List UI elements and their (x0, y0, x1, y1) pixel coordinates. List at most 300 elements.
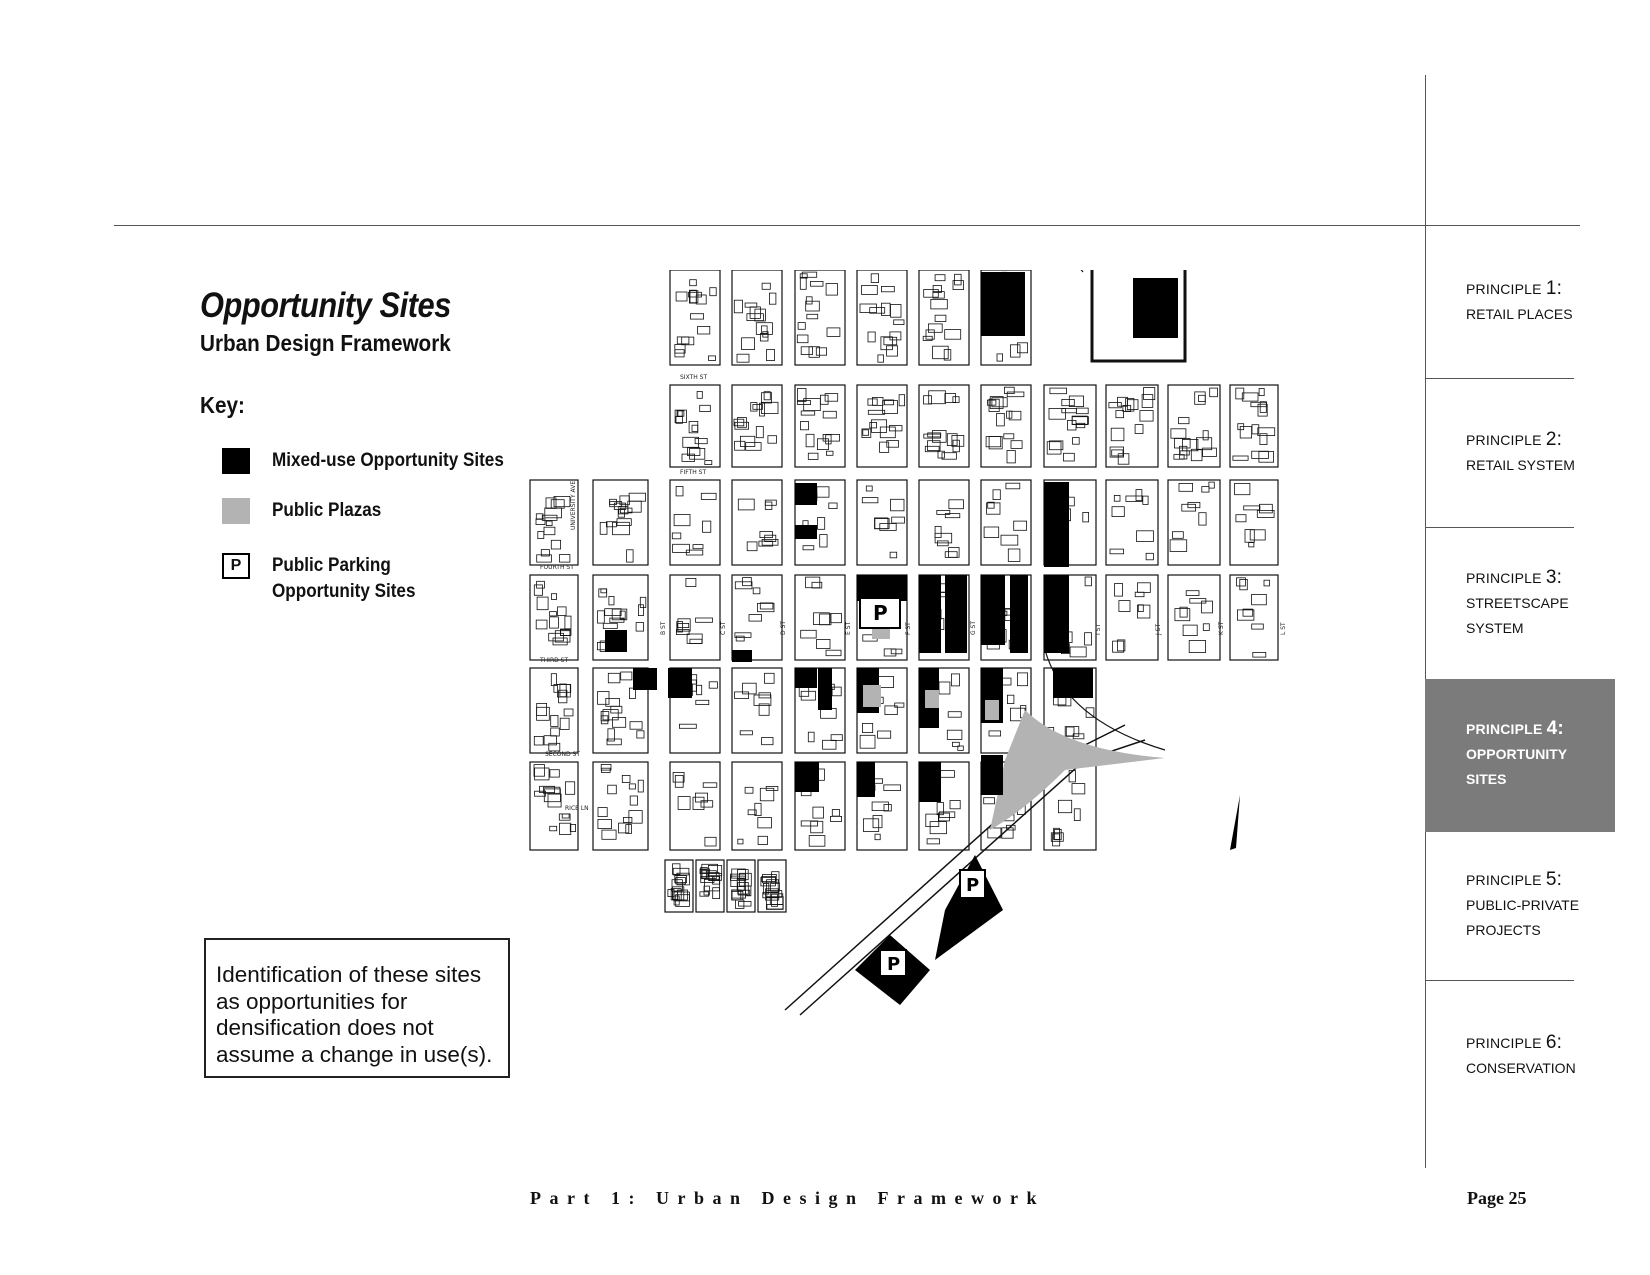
building-footprint (692, 425, 698, 431)
building-footprint (761, 402, 778, 413)
building-footprint (1006, 483, 1020, 489)
building-footprint (769, 293, 776, 304)
building-footprint (1188, 502, 1200, 507)
building-footprint (1199, 513, 1206, 525)
building-footprint (1116, 411, 1124, 418)
building-footprint (1202, 487, 1209, 493)
building-footprint (1258, 404, 1267, 416)
building-footprint (544, 527, 555, 535)
building-footprint (551, 674, 556, 686)
building-footprint (935, 315, 946, 321)
building-footprint (829, 503, 837, 509)
city-block (857, 480, 907, 565)
building-footprint (892, 517, 905, 523)
building-footprint (765, 500, 776, 505)
building-footprint (690, 639, 702, 643)
building-footprint (638, 605, 643, 616)
building-footprint (878, 731, 891, 738)
building-footprint (760, 603, 773, 609)
building-footprint (820, 535, 827, 547)
building-footprint (1073, 438, 1080, 445)
building-footprint (1085, 633, 1092, 645)
nav-principle-4-active[interactable] (1425, 679, 1615, 832)
building-footprint (860, 735, 875, 748)
building-footprint (598, 808, 607, 817)
building-footprint (676, 487, 683, 496)
building-footprint (884, 805, 891, 812)
building-footprint (1001, 535, 1018, 545)
building-footprint (1076, 408, 1088, 414)
building-footprint (1009, 411, 1021, 420)
building-footprint (537, 597, 548, 610)
building-footprint (809, 836, 825, 847)
nav-number: 1: (1545, 278, 1563, 299)
building-footprint (806, 301, 820, 311)
building-footprint (1004, 387, 1014, 393)
building-footprint (806, 434, 814, 447)
key-heading: Key: (200, 392, 245, 418)
mixed-use-opportunity-site (633, 668, 657, 690)
building-footprint (705, 837, 716, 846)
building-footprint (676, 292, 687, 301)
building-footprint (703, 783, 717, 788)
mixed-use-opportunity-site (795, 762, 819, 792)
north-arrow-icon (1230, 795, 1240, 850)
building-footprint (938, 451, 944, 458)
building-footprint (687, 634, 702, 643)
mixed-use-opportunity-site (981, 575, 1005, 645)
building-footprint (534, 736, 543, 745)
building-footprint (863, 430, 869, 436)
building-footprint (831, 735, 842, 741)
nav-label: RETAIL PLACES (1466, 306, 1573, 322)
building-footprint (873, 816, 882, 828)
building-footprint (689, 421, 698, 432)
city-block (1230, 385, 1278, 467)
city-block (1168, 575, 1220, 660)
building-footprint (637, 731, 644, 738)
building-footprint (766, 350, 774, 361)
city-blocks (530, 270, 1278, 1015)
building-footprint (1072, 784, 1085, 794)
mixed-use-opportunity-site (795, 483, 817, 505)
building-footprint (756, 323, 772, 335)
building-footprint (871, 274, 878, 283)
building-footprint (1172, 532, 1183, 539)
street-label: K ST (1218, 621, 1225, 635)
city-block (981, 385, 1031, 467)
building-footprint (1063, 453, 1074, 461)
nav-prefix: PRINCIPLE (1466, 570, 1542, 586)
building-footprint (955, 274, 962, 285)
building-footprint (825, 394, 838, 402)
building-footprint (690, 280, 697, 286)
building-footprint (738, 839, 743, 844)
mixed-use-opportunity-site (668, 668, 692, 698)
building-footprint (673, 772, 684, 782)
building-footprint (742, 338, 755, 350)
building-footprint (672, 891, 677, 899)
building-footprint (704, 879, 719, 891)
building-footprint (598, 820, 612, 829)
building-footprint (550, 617, 559, 628)
building-footprint (621, 672, 632, 680)
building-footprint (826, 284, 837, 296)
building-footprint (735, 582, 752, 589)
building-footprint (675, 776, 683, 788)
key-item-mixed-use (222, 448, 530, 474)
building-footprint (1062, 409, 1077, 413)
building-footprint (813, 807, 824, 818)
city-block (530, 668, 578, 753)
city-block (1168, 480, 1220, 565)
building-footprint (862, 498, 878, 503)
building-footprint (926, 330, 934, 339)
building-footprint (640, 597, 646, 607)
key-item-label: Mixed-use Opportunity Sites (272, 450, 504, 471)
city-block (670, 575, 720, 660)
parking-p-icon: P (222, 553, 250, 579)
building-footprint (751, 403, 757, 412)
building-footprint (863, 723, 873, 732)
building-footprint (937, 541, 948, 546)
key-item-public-plazas (222, 498, 393, 524)
nav-label: STREETSCAPE SYSTEM (1466, 595, 1569, 636)
building-footprint (545, 508, 562, 518)
building-footprint (1179, 483, 1193, 491)
mixed-use-opportunity-site (919, 575, 941, 653)
building-footprint (891, 305, 902, 318)
nav-divider (1425, 378, 1574, 379)
building-footprint (952, 436, 964, 447)
building-footprint (1112, 450, 1123, 456)
building-footprint (700, 405, 711, 411)
building-footprint (701, 493, 716, 499)
building-footprint (679, 724, 696, 728)
building-footprint (1119, 601, 1130, 612)
building-footprint (613, 522, 630, 534)
building-footprint (600, 522, 607, 534)
building-footprint (798, 389, 807, 402)
building-footprint (705, 461, 712, 465)
building-footprint (949, 500, 964, 509)
nav-label: CONSERVATION (1466, 1060, 1576, 1076)
nav-principle-2[interactable] (1425, 427, 1615, 522)
building-footprint (802, 272, 817, 277)
building-footprint (549, 633, 564, 641)
building-footprint (636, 623, 644, 632)
street-label: L ST (1280, 622, 1287, 635)
nav-prefix: PRINCIPLE (1466, 1035, 1542, 1051)
page-title: Opportunity Sites (200, 286, 451, 325)
building-footprint (602, 830, 616, 839)
building-footprint (803, 546, 814, 550)
building-footprint (550, 826, 557, 831)
building-footprint (698, 326, 710, 334)
building-footprint (551, 728, 560, 736)
building-footprint (1112, 507, 1124, 517)
building-footprint (927, 839, 939, 844)
street-label: FIFTH ST (680, 469, 707, 476)
building-footprint (1136, 490, 1142, 501)
public-plaza (863, 685, 881, 707)
building-footprint (559, 814, 570, 820)
mixed-use-opportunity-site (1044, 575, 1069, 653)
header-rule (114, 225, 1580, 226)
mixed-use-opportunity-site (795, 668, 817, 688)
building-footprint (1195, 392, 1206, 404)
building-footprint (562, 814, 569, 818)
building-footprint (697, 685, 702, 694)
building-footprint (1240, 579, 1248, 589)
building-footprint (890, 332, 901, 340)
building-footprint (1242, 393, 1258, 401)
building-footprint (565, 782, 574, 795)
building-footprint (546, 521, 552, 526)
city-block (1044, 385, 1096, 467)
building-footprint (682, 454, 695, 461)
nav-prefix: PRINCIPLE (1466, 281, 1542, 297)
building-footprint (895, 703, 904, 707)
building-footprint (747, 542, 757, 551)
building-footprint (758, 836, 767, 844)
public-plaza (990, 710, 1165, 830)
street-label: FOURTH ST (540, 564, 574, 571)
note-text: Identification of these sites as opportunities for densification does not assume a change in use(s). (216, 962, 493, 1067)
building-footprint (564, 709, 573, 716)
building-footprint (1135, 425, 1143, 434)
building-footprint (1085, 577, 1091, 586)
city-block (732, 762, 782, 850)
street-label: RICE LN (565, 805, 589, 812)
building-footprint (1249, 543, 1254, 547)
building-footprint (534, 585, 542, 595)
building-footprint (630, 722, 642, 730)
building-footprint (756, 427, 763, 438)
nav-number: 2: (1545, 429, 1563, 450)
building-footprint (1210, 388, 1218, 397)
building-footprint (1259, 389, 1264, 396)
building-footprint (797, 335, 808, 343)
nav-principle-1[interactable] (1425, 276, 1615, 371)
building-footprint (672, 533, 681, 539)
building-footprint (765, 673, 775, 683)
building-footprint (1257, 510, 1274, 517)
building-footprint (1143, 496, 1148, 504)
building-footprint (801, 422, 809, 430)
building-footprint (560, 823, 571, 834)
building-footprint (697, 392, 702, 399)
building-footprint (758, 818, 772, 828)
building-footprint (1252, 624, 1264, 629)
mixed-use-opportunity-site (919, 762, 941, 802)
nav-number: 3: (1545, 567, 1563, 588)
nav-principle-5[interactable] (1425, 867, 1615, 977)
building-footprint (884, 785, 901, 791)
building-footprint (1070, 647, 1086, 657)
building-footprint (806, 297, 812, 304)
building-footprint (606, 698, 620, 706)
building-footprint (801, 411, 815, 415)
building-footprint (812, 582, 822, 588)
nav-principle-3[interactable] (1425, 565, 1615, 675)
nav-prefix: PRINCIPLE (1466, 721, 1543, 737)
building-footprint (629, 784, 635, 789)
building-footprint (560, 718, 569, 729)
building-footprint (536, 519, 545, 525)
city-block (919, 385, 969, 467)
building-footprint (1062, 399, 1075, 405)
building-footprint (807, 314, 818, 319)
building-footprint (601, 764, 611, 770)
building-footprint (629, 811, 642, 824)
building-footprint (1050, 388, 1067, 394)
building-footprint (598, 692, 609, 705)
building-footprint (1074, 809, 1080, 821)
page-subtitle: Urban Design Framework (200, 330, 451, 356)
building-footprint (997, 354, 1003, 361)
building-footprint (1114, 495, 1120, 501)
building-footprint (557, 684, 570, 697)
street-label: I ST (1095, 623, 1102, 635)
nav-principle-6[interactable] (1425, 1030, 1615, 1110)
building-footprint (749, 615, 762, 622)
building-footprint (628, 501, 641, 512)
building-footprint (1014, 521, 1027, 530)
nav-number: 5: (1545, 869, 1563, 890)
building-footprint (691, 314, 704, 319)
mixed-use-opportunity-site (981, 272, 1025, 336)
parking-p-icon: P (966, 875, 980, 896)
building-footprint (820, 395, 828, 404)
building-footprint (938, 813, 949, 821)
building-footprint (868, 332, 875, 342)
building-footprint (737, 354, 749, 362)
building-footprint (736, 636, 744, 641)
street-label: E ST (845, 621, 852, 635)
city-block (1230, 480, 1278, 565)
building-footprint (928, 324, 942, 332)
building-footprint (674, 896, 679, 905)
building-footprint (1055, 829, 1062, 839)
building-footprint (993, 490, 1000, 500)
mixed-use-opportunity-site (945, 575, 967, 653)
city-block (1106, 385, 1158, 467)
mixed-use-opportunity-site (1044, 482, 1069, 567)
public-plaza (985, 700, 999, 720)
building-footprint (740, 731, 752, 735)
mixed-use-opportunity-site (1010, 575, 1028, 653)
building-footprint (899, 395, 905, 406)
building-footprint (832, 810, 839, 817)
building-footprint (939, 682, 950, 694)
mixed-use-opportunity-site (732, 650, 752, 662)
city-block (593, 762, 648, 850)
building-footprint (947, 730, 962, 739)
building-footprint (1065, 727, 1079, 737)
building-footprint (827, 328, 840, 337)
building-footprint (745, 787, 753, 793)
building-footprint (1008, 549, 1020, 561)
building-footprint (863, 819, 878, 832)
building-footprint (603, 623, 617, 628)
building-footprint (862, 285, 878, 294)
building-footprint (767, 904, 783, 909)
building-footprint (548, 794, 561, 807)
parking-p-icon: P (887, 954, 901, 975)
building-footprint (735, 692, 749, 699)
building-footprint (549, 743, 560, 751)
building-footprint (765, 502, 772, 510)
key-item-public-parking (222, 553, 431, 605)
building-footprint (1259, 504, 1272, 513)
city-block (919, 480, 969, 565)
building-footprint (598, 611, 605, 623)
building-footprint (537, 703, 547, 715)
building-footprint (811, 281, 824, 286)
building-footprint (832, 687, 841, 696)
building-footprint (678, 411, 684, 416)
building-footprint (926, 814, 939, 827)
key-item-label: Public Plazas (272, 500, 382, 521)
note-box (204, 938, 510, 1078)
building-footprint (817, 487, 829, 497)
building-footprint (924, 290, 939, 298)
mixed-use-opportunity-site (857, 762, 875, 797)
opportunity-sites-map (505, 270, 1350, 1090)
building-footprint (673, 864, 681, 875)
building-footprint (770, 894, 783, 905)
building-footprint (762, 326, 768, 334)
building-footprint (801, 630, 817, 638)
building-footprint (830, 816, 841, 821)
building-footprint (801, 347, 812, 355)
building-footprint (1253, 652, 1266, 657)
building-footprint (866, 486, 872, 491)
building-footprint (677, 623, 689, 627)
building-footprint (872, 802, 888, 811)
city-block (732, 668, 782, 753)
nav-label: OPPORTUNITY SITES (1466, 746, 1568, 787)
building-footprint (986, 437, 1001, 447)
building-footprint (1259, 452, 1274, 463)
building-footprint (798, 323, 805, 330)
building-footprint (534, 765, 545, 777)
building-footprint (535, 768, 549, 780)
building-footprint (928, 433, 941, 437)
building-footprint (811, 821, 823, 833)
building-footprint (870, 422, 877, 428)
building-footprint (816, 348, 826, 355)
building-footprint (891, 499, 905, 511)
building-footprint (1236, 515, 1246, 522)
building-footprint (696, 618, 713, 622)
building-footprint (1250, 530, 1265, 540)
building-footprint (1179, 418, 1190, 424)
building-footprint (1258, 428, 1275, 436)
building-footprint (1264, 580, 1270, 586)
building-footprint (939, 771, 955, 778)
building-footprint (1237, 610, 1254, 620)
building-footprint (1111, 428, 1124, 441)
building-footprint (826, 451, 833, 455)
building-footprint (989, 731, 1001, 736)
building-footprint (629, 493, 646, 501)
mixed-use-opportunity-site (605, 630, 627, 652)
building-footprint (551, 540, 560, 549)
building-footprint (624, 817, 632, 822)
building-footprint (1049, 408, 1065, 419)
